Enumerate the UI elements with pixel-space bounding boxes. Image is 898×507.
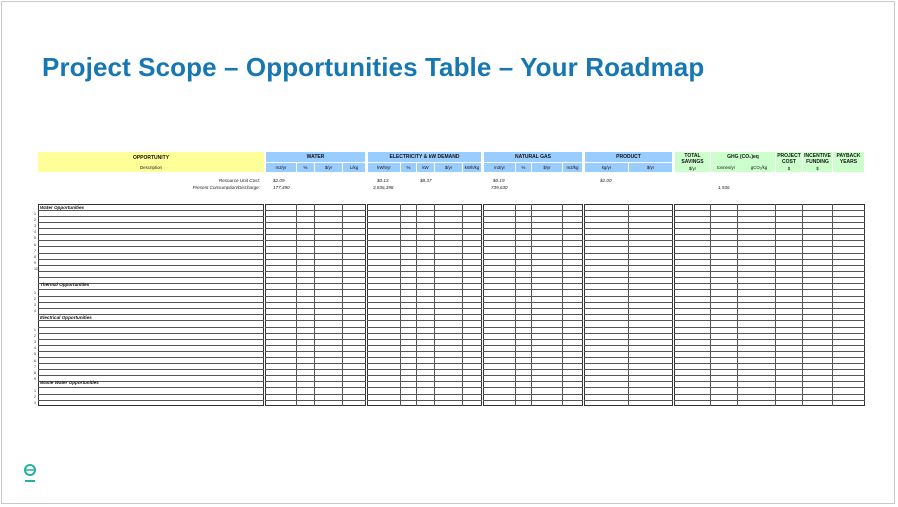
table-row-line <box>584 289 673 290</box>
opportunity-description-label: Description <box>140 165 162 170</box>
table-row-line <box>265 259 366 260</box>
table-row-line <box>483 289 583 290</box>
company-logo-icon <box>22 462 40 484</box>
table-row-line <box>38 253 264 254</box>
row-number: 8 <box>34 254 36 259</box>
table-row-line <box>584 314 673 315</box>
table-row-line <box>367 333 482 334</box>
table-row-line <box>483 277 583 278</box>
table-row-line <box>367 259 482 260</box>
table-row-line <box>367 320 482 321</box>
table-row-line <box>674 228 865 229</box>
project-cost-label-2: COST <box>782 159 796 165</box>
gas-unit-percent: % <box>516 163 531 172</box>
water-unit-dollars: $/yr <box>315 163 342 172</box>
table-row-line <box>367 246 482 247</box>
table-row-line <box>265 216 366 217</box>
table-row-line <box>367 339 482 340</box>
water-header-label: WATER <box>306 154 325 160</box>
table-row-line <box>367 381 482 382</box>
row-number: 5 <box>34 352 36 357</box>
payback-header <box>833 152 864 172</box>
row-number: 2 <box>34 297 36 302</box>
table-row-line <box>38 234 264 235</box>
row-number: 3 <box>34 401 36 406</box>
table-row-line <box>584 240 673 241</box>
gas-consumption: 739,630 <box>491 185 508 190</box>
table-row-line <box>584 400 673 401</box>
incentive-funding-header <box>803 152 832 172</box>
total-savings-label-1: TOTAL <box>684 153 701 159</box>
table-row-line <box>584 228 673 229</box>
table-row-line <box>674 308 865 309</box>
table-row-line <box>265 333 366 334</box>
table-row-line <box>483 308 583 309</box>
resource-unit-cost-label: Resource Unit Cost: <box>218 178 260 183</box>
table-row-line <box>367 327 482 328</box>
electricity-header <box>368 152 481 162</box>
table-row-line <box>265 271 366 272</box>
water-unit-cost: $2.09 <box>273 178 285 183</box>
table-row-line <box>584 246 673 247</box>
table-row-line <box>674 296 865 297</box>
row-number: 3 <box>34 303 36 308</box>
row-number: 8 <box>34 370 36 375</box>
row-number: 6 <box>34 358 36 363</box>
table-row-line <box>483 369 583 370</box>
table-row-line <box>38 277 264 278</box>
gas-unit-m3: m3/yr <box>484 163 515 172</box>
project-cost-label-1: PROJECT <box>777 153 801 159</box>
table-row-line <box>265 228 366 229</box>
section-label-waste-water: Waste Water Opportunities <box>40 380 99 385</box>
table-row-line <box>674 234 865 235</box>
table-row-line <box>483 240 583 241</box>
elec-unit-cost: $0.13 <box>377 178 389 183</box>
section-label-electrical: Electrical Opportunities <box>40 315 92 320</box>
table-row-line <box>38 210 264 211</box>
gas-unit-cost: $0.19 <box>493 178 505 183</box>
table-row-line <box>38 345 264 346</box>
table-row-line <box>38 339 264 340</box>
table-row-line <box>265 296 366 297</box>
row-number: 5 <box>34 236 36 241</box>
table-row-line <box>367 302 482 303</box>
table-row-line <box>38 296 264 297</box>
table-row-line <box>584 253 673 254</box>
slide-title: Project Scope – Opportunities Table – Your Roadmap <box>42 52 705 82</box>
table-row-line <box>265 265 366 266</box>
table-row-line <box>483 265 583 266</box>
table-row-line <box>265 289 366 290</box>
product-unit-kg: kg/yr <box>585 163 628 172</box>
present-consumption-label: Present Consumption/Discharge: <box>192 185 260 190</box>
table-row-line <box>674 381 865 382</box>
ghg-consumption: 1,936 <box>718 185 730 190</box>
table-row-line <box>265 320 366 321</box>
incentive-label-2: FUNDING <box>806 159 829 165</box>
natural-gas-header <box>484 152 582 162</box>
table-row-line <box>674 327 865 328</box>
ghg-header-label: GHG (CO₂)eq <box>727 154 759 160</box>
table-row-line <box>584 351 673 352</box>
table-row-line <box>674 259 865 260</box>
table-row-line <box>38 351 264 352</box>
table-row-line <box>483 333 583 334</box>
table-row-line <box>265 234 366 235</box>
table-row-line <box>483 351 583 352</box>
elec-demand-cost: $8.37 <box>420 178 432 183</box>
elec-unit-dollars: $/yr <box>435 163 462 172</box>
table-row-line <box>584 387 673 388</box>
table-row-line <box>265 222 366 223</box>
table-row-line <box>674 289 865 290</box>
table-row-line <box>483 283 583 284</box>
table-row-line <box>483 363 583 364</box>
table-row-line <box>584 234 673 235</box>
table-row-line <box>584 271 673 272</box>
table-row-line <box>584 283 673 284</box>
table-row-line <box>674 357 865 358</box>
ghg-unit-tonnes: tonnes/yr <box>716 165 736 170</box>
table-row-line <box>674 320 865 321</box>
table-row-line <box>367 351 482 352</box>
row-number: 1 <box>34 291 36 295</box>
table-row-line <box>674 400 865 401</box>
elec-consumption: 3,836,398 <box>373 185 394 190</box>
table-row-line <box>367 314 482 315</box>
row-number: 7 <box>34 248 36 253</box>
table-row-line <box>483 381 583 382</box>
table-row-line <box>483 320 583 321</box>
table-row-line <box>584 216 673 217</box>
table-row-line <box>265 387 366 388</box>
table-row-line <box>674 271 865 272</box>
table-row-line <box>265 246 366 247</box>
elec-unit-kwh: kWh/yr <box>368 163 400 172</box>
table-row-line <box>483 271 583 272</box>
table-row-line <box>367 222 482 223</box>
table-row-line <box>674 283 865 284</box>
table-row-line <box>674 246 865 247</box>
table-row-line <box>483 314 583 315</box>
table-row-line <box>483 296 583 297</box>
table-row-line <box>38 308 264 309</box>
row-number: 2 <box>34 334 36 339</box>
row-number: 3 <box>34 224 36 229</box>
table-row-line <box>265 327 366 328</box>
table-row-line <box>38 259 264 260</box>
opportunity-header <box>38 152 264 172</box>
table-row-line <box>367 277 482 278</box>
table-row-line <box>584 369 673 370</box>
row-number: 10 <box>34 266 38 271</box>
table-row-line <box>265 375 366 376</box>
water-header <box>266 152 365 162</box>
table-row-line <box>584 345 673 346</box>
table-row-line <box>367 345 482 346</box>
table-row-line <box>38 327 264 328</box>
total-savings-header <box>675 152 710 172</box>
table-row-line <box>674 345 865 346</box>
table-row-line <box>265 363 366 364</box>
table-row-line <box>674 222 865 223</box>
product-unit-dollars: $/yr <box>629 163 672 172</box>
table-row-line <box>367 400 482 401</box>
table-row-line <box>367 283 482 284</box>
row-number: 6 <box>34 242 36 247</box>
table-row-line <box>483 216 583 217</box>
section-label-water: Water Opportunities <box>40 205 85 210</box>
table-row-line <box>483 327 583 328</box>
table-row-line <box>38 320 264 321</box>
payback-label-1: PAYBACK <box>836 153 861 159</box>
table-row-line <box>38 289 264 290</box>
row-number: 4 <box>34 346 36 351</box>
table-row-line <box>483 246 583 247</box>
table-row-line <box>265 283 366 284</box>
table-row-line <box>674 339 865 340</box>
total-savings-label-2: SAVINGS <box>681 159 704 165</box>
payback-label-2: YEARS <box>839 159 858 165</box>
table-row-line <box>674 240 865 241</box>
table-row-line <box>38 265 264 266</box>
water-unit-percent: % <box>297 163 314 172</box>
table-row-line <box>265 253 366 254</box>
table-row-line <box>674 253 865 254</box>
elec-unit-kwhkg: kWh/kg <box>464 165 480 170</box>
table-row-line <box>584 327 673 328</box>
table-row-line <box>483 210 583 211</box>
table-row-line <box>265 302 366 303</box>
table-row-line <box>265 210 366 211</box>
table-row-line <box>38 363 264 364</box>
row-number: 1 <box>34 328 36 332</box>
table-row-line <box>584 259 673 260</box>
table-row-line <box>367 387 482 388</box>
table-row-line <box>483 259 583 260</box>
table-row-line <box>367 363 482 364</box>
row-number: 1 <box>34 389 36 393</box>
table-row-line <box>483 302 583 303</box>
row-number: 4 <box>34 309 36 314</box>
company-logo <box>22 462 40 489</box>
electricity-header-label: ELECTRICITY & kW DEMAND <box>389 154 460 160</box>
table-row-line <box>584 302 673 303</box>
table-row-line <box>674 216 865 217</box>
table-row-line <box>265 351 366 352</box>
product-header <box>585 152 672 162</box>
table-row-line <box>584 308 673 309</box>
table-row-line <box>584 339 673 340</box>
table-row-line <box>674 302 865 303</box>
table-row-line <box>367 216 482 217</box>
table-row-line <box>584 265 673 266</box>
table-row-line <box>38 246 264 247</box>
table-row-line <box>38 228 264 229</box>
elec-unit-kw: kW <box>417 163 434 172</box>
table-row-line <box>38 400 264 401</box>
table-row-line <box>367 357 482 358</box>
product-unit-cost: $2.00 <box>600 178 612 183</box>
table-row-line <box>584 277 673 278</box>
row-number: 7 <box>34 364 36 369</box>
table-row-line <box>367 394 482 395</box>
table-row-line <box>38 387 264 388</box>
table-row-line <box>483 357 583 358</box>
incentive-label-1: INCENTIVE <box>804 153 831 159</box>
incentive-unit: $ <box>816 166 819 171</box>
table-row-line <box>38 369 264 370</box>
table-row-line <box>584 357 673 358</box>
table-row-line <box>483 253 583 254</box>
row-number: 2 <box>34 218 36 223</box>
table-row-line <box>265 314 366 315</box>
table-row-line <box>38 357 264 358</box>
table-row-line <box>367 210 482 211</box>
table-row-line <box>674 369 865 370</box>
row-number: 9 <box>34 376 36 381</box>
table-row-line <box>483 228 583 229</box>
table-row-line <box>265 381 366 382</box>
total-savings-unit: $/yr <box>688 166 697 171</box>
table-row-line <box>367 308 482 309</box>
ghg-unit-gco2: gCO₂/kg <box>750 165 768 170</box>
project-cost-header <box>776 152 802 172</box>
water-consumption: 177,490 <box>273 185 290 190</box>
table-row-line <box>674 277 865 278</box>
table-row-line <box>584 375 673 376</box>
table-row-line <box>584 296 673 297</box>
opportunity-header-label: OPPORTUNITY <box>132 155 170 161</box>
natural-gas-header-label: NATURAL GAS <box>515 154 551 160</box>
table-row-line <box>674 394 865 395</box>
row-number: 1 <box>34 212 36 216</box>
table-row-line <box>367 271 482 272</box>
table-row-line <box>367 265 482 266</box>
table-row-line <box>584 222 673 223</box>
table-row-line <box>38 375 264 376</box>
table-row-line <box>367 234 482 235</box>
table-row-line <box>674 387 865 388</box>
table-row-line <box>38 216 264 217</box>
table-row-line <box>483 400 583 401</box>
row-number: 2 <box>34 395 36 400</box>
project-cost-unit: $ <box>787 166 791 171</box>
product-header-label: PRODUCT <box>616 154 641 160</box>
table-row-line <box>38 222 264 223</box>
table-row-line <box>674 314 865 315</box>
table-row-line <box>483 234 583 235</box>
ghg-header <box>711 152 775 172</box>
table-row-line <box>483 222 583 223</box>
table-row-line <box>483 387 583 388</box>
table-row-line <box>483 375 583 376</box>
table-row-line <box>38 302 264 303</box>
row-number: 3 <box>34 340 36 345</box>
water-unit-lkg: L/kg <box>343 163 365 172</box>
elec-unit-percent: % <box>401 163 416 172</box>
table-row-line <box>584 394 673 395</box>
gas-unit-m3kg: m3/kg <box>563 163 582 172</box>
table-row-line <box>38 271 264 272</box>
table-row-line <box>265 308 366 309</box>
table-row-line <box>584 333 673 334</box>
table-row-line <box>265 339 366 340</box>
gas-unit-dollars: $/yr <box>532 163 562 172</box>
table-row-line <box>367 289 482 290</box>
table-row-line <box>584 381 673 382</box>
table-row-line <box>584 363 673 364</box>
section-label-thermal: Thermal Opportunities <box>40 282 90 287</box>
table-row-line <box>265 240 366 241</box>
table-row-line <box>367 240 482 241</box>
table-row-line <box>38 333 264 334</box>
water-unit-m3: m3/yr <box>266 163 296 172</box>
table-row-line <box>367 369 482 370</box>
table-row-line <box>367 253 482 254</box>
table-row-line <box>265 277 366 278</box>
table-row-line <box>265 369 366 370</box>
table-row-line <box>38 394 264 395</box>
table-row-line <box>367 296 482 297</box>
table-row-line <box>265 345 366 346</box>
row-number: 9 <box>34 260 36 265</box>
table-row-line <box>584 320 673 321</box>
table-row-line <box>674 265 865 266</box>
table-row-line <box>674 363 865 364</box>
table-row-line <box>674 351 865 352</box>
table-row-line <box>265 357 366 358</box>
table-row-line <box>674 333 865 334</box>
table-row-line <box>483 394 583 395</box>
table-row-line <box>483 345 583 346</box>
table-row-line <box>265 394 366 395</box>
table-row-line <box>584 210 673 211</box>
table-row-line <box>38 240 264 241</box>
table-row-line <box>674 210 865 211</box>
table-row-line <box>483 339 583 340</box>
table-row-line <box>674 375 865 376</box>
table-row-line <box>367 228 482 229</box>
table-row-line <box>265 400 366 401</box>
table-row-line <box>367 375 482 376</box>
row-number: 4 <box>34 230 36 235</box>
